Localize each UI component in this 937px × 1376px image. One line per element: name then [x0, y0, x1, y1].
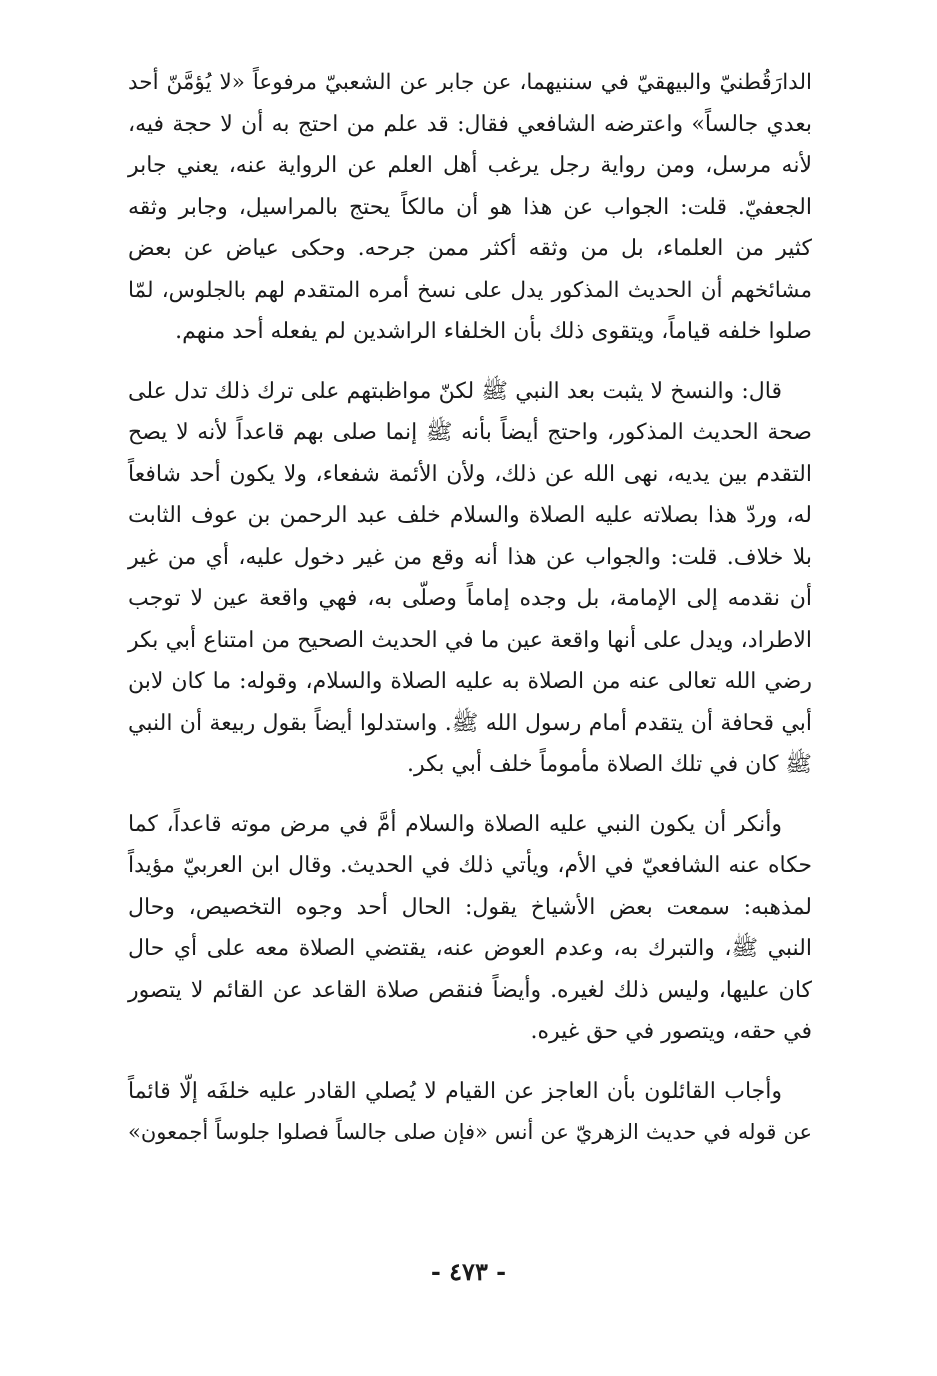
text-line: وأجاب القائلون بأن العاجز عن القيام لا يُصلي القادر عليه خلفَه إلّا قائماً — [128, 1078, 782, 1104]
text-line: بلا خلاف. قلت: والجواب عن هذا أنه وقع من غير دخول عليه، أي من غير — [128, 544, 812, 570]
text-line: عن قوله في حديث الزهريّ عن أنس «فإن صلى جالساً فصلوا جلوساً أجمعون» — [128, 1120, 812, 1144]
paragraph — [128, 62, 812, 353]
text-line: الاطراد، ويدل على أنها واقعة عين ما في الحديث الصحيح من امتناع أبي بكر — [128, 627, 812, 653]
text-line: حكاه عنه الشافعيّ في الأم، ويأتي ذلك في الحديث. وقال ابن العربيّ مؤيداً — [128, 853, 812, 878]
text-line: له، وردّ هذا بصلاته عليه الصلاة والسلام خلف عبد الرحمن بن عوف الثابت — [128, 503, 812, 528]
text-line: لأنه مرسل، ومن رواية رجل يرغب أهل العلم عن الرواية عنه، يعني جابر — [128, 153, 812, 178]
text-line: ﷺ كان في تلك الصلاة مأموماً خلف أبي بكر. — [407, 752, 812, 777]
text-line: في حقه، ويتصور في حق غيره. — [530, 1019, 812, 1044]
text-line: الدارَقُطنيّ والبيهقيّ في سننيهما، عن جابر عن الشعبيّ مرفوعاً «لا يُؤمَّنّ أحد — [128, 70, 812, 95]
text-line: كثير من العلماء، بل من وثقه أكثر ممن جرحه. وحكى عياض عن بعض — [128, 236, 812, 261]
paragraph — [128, 1071, 812, 1154]
text-line: قال: والنسخ لا يثبت بعد النبي ﷺ لكنّ مواظبتهم على ترك ذلك تدل على — [128, 378, 782, 404]
text-line: الجعفيّ. قلت: الجواب عن هذا هو أن مالكاً يحتج بالمراسيل، وجابر وثقه — [128, 194, 812, 220]
text-line: صلوا خلفه قياماً، ويتقوى ذلك بأن الخلفاء الراشدين لم يفعله أحد منهم. — [175, 319, 812, 344]
text-line: وأنكر أن يكون النبي عليه الصلاة والسلام أمَّ في مرض موته قاعداً، كما — [128, 811, 782, 837]
text-line: رضي الله تعالى عنه من الصلاة به عليه الصلاة والسلام، وقوله: ما كان لابن — [128, 669, 812, 694]
text-line: أن نقدمه إلى الإمامة، بل وجده إماماً وصلّى به، فهي واقعة عين لا توجب — [128, 586, 812, 611]
text-line: بعدي جالساً» واعترضه الشافعي فقال: قد علم من احتج به أن لا حجة فيه، — [128, 111, 812, 137]
text-line: النبي ﷺ، والتبرك به، وعدم العوض عنه، يقتضي الصلاة معه على أي حال — [128, 936, 812, 961]
page-body — [128, 62, 812, 1172]
text-line: مشائخهم أن الحديث المذكور يدل على نسخ أمره المتقدم لهم بالجلوس، لمّا — [128, 277, 812, 303]
paragraph — [128, 371, 812, 786]
text-line: كان عليها، وليس ذلك لغيره. وأيضاً فنقص صلاة القاعد عن القائم لا يتصور — [128, 977, 812, 1003]
text-line: التقدم بين يديه، نهى الله عن ذلك، ولأن الأئمة شفعاء، ولا يكون أحد شافعاً — [128, 461, 812, 487]
text-line: أبي قحافة أن يتقدم أمام رسول الله ﷺ. واستدلوا أيضاً بقول ربيعة أن النبي — [128, 710, 812, 736]
paragraph — [128, 804, 812, 1053]
text-line: صحة الحديث المذكور، واحتج أيضاً بأنه ﷺ إنما صلى بهم قاعداً لأنه لا يصح — [128, 420, 812, 445]
page-number: - ٤٧٣ - — [430, 1257, 507, 1286]
text-line: لمذهبه: سمعت بعض الأشياخ يقول: الحال أحد وجوه التخصيص، وحال — [128, 894, 812, 920]
